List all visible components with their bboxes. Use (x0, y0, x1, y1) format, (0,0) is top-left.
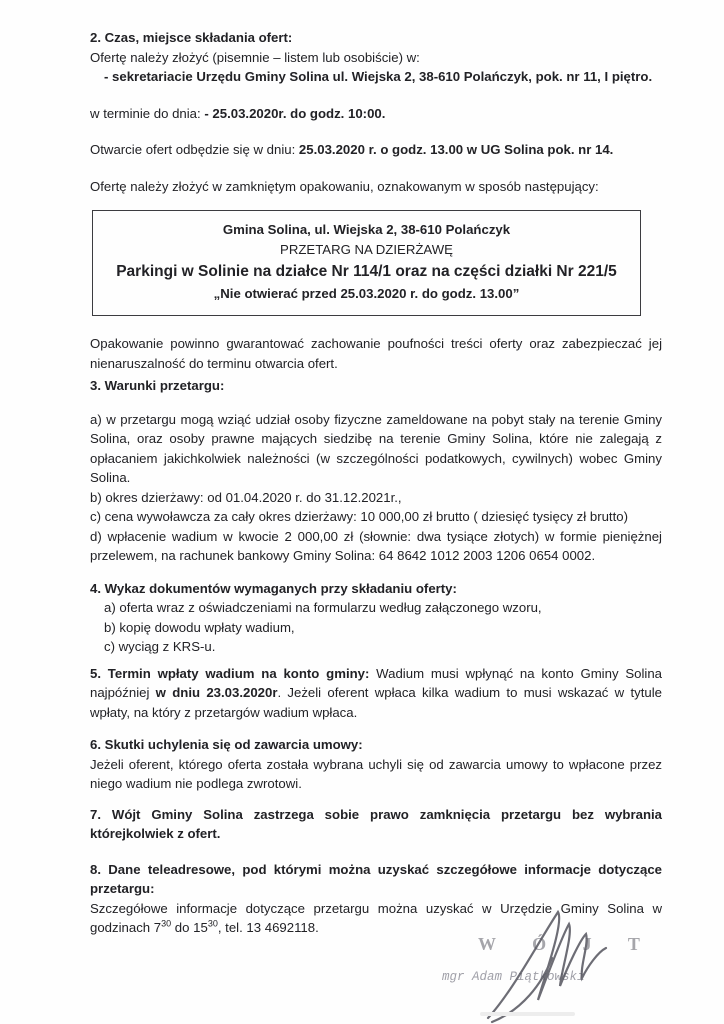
s4-item-c: c) wyciąg z KRS-u. (104, 639, 216, 654)
section-3-heading: 3. Warunki przetargu: (90, 378, 225, 393)
section-6-heading: 6. Skutki uchylenia się od zawarcia umowy: (90, 737, 363, 752)
scan-artifact (480, 1012, 575, 1016)
s8-text-2: do 15 (171, 920, 208, 935)
s8-text-1: Szczegółowe informacje dotyczące przetargu można uzyskać w Urzędzie Gminy Solina w godzinach 7 (90, 900, 662, 935)
section-8-heading: 8. Dane teleadresowe, pod którymi można uzyskać szczegółowe informacje dotyczące przetargu: (90, 861, 662, 896)
s5-deadline-date: w dniu 23.03.2020r (155, 685, 278, 700)
s3-item-b: b) okres dzierżawy: od 01.04.2020 r. do 31.12.2021r., (90, 489, 402, 505)
document-body (90, 28, 662, 938)
s2-deadline-line (90, 104, 662, 124)
s3-item-c: c) cena wywoławcza za cały okres dzierżawy: 10 000,00 zł brutto ( dziesięć tysięcy zł brutto) (90, 509, 628, 524)
s4-item-a: a) oferta wraz z oświadczeniami na formularzu według załączonego wzoru, (104, 600, 542, 615)
section-5-paragraph (90, 664, 662, 723)
s4-item-b: b) kopię dowodu wpłaty wadium, (104, 619, 295, 635)
envelope-warning: „Nie otwierać przed 25.03.2020 r. do godz. 13.00” (213, 286, 520, 301)
section-7-paragraph: 7. Wójt Gminy Solina zastrzega sobie prawo zamknięcia przetargu bez wybrania którejkolwiek z ofert. (90, 806, 662, 841)
s3-item-d: d) wpłacenie wadium w kwocie 2 000,00 zł (słownie: dwa tysiące złotych) w formie pieniężnej przelewem, na rachunek bankowy Gminy Solina: 64 8642 1012 2003 1206 0654 0002. (90, 528, 662, 563)
mayor-title-stamp: W Ó J T (478, 934, 656, 954)
s2-deadline-label: w terminie do dnia: (90, 105, 205, 121)
s5-text-2: . Jeżeli oferent wpłaca kilka wadium to musi wskazać w tytule wpłaty, na który z przetargów wadium wpłaca. (90, 685, 662, 720)
s5-text-1: Wadium musi wpłynąć na konto Gminy Solina najpóźniej (90, 665, 662, 700)
s2-deadline-value: - 25.03.2020r. do godz. 10:00. (204, 105, 386, 121)
s3-item-a: a) w przetargu mogą wziąć udział osoby fizyczne zameldowane na pobyt stały na terenie Gminy Solina, oraz osoby prawne mających siedzibę na terenie Gminy Solina, które nie zalegają z opłacaniem jakichkolwiek należności (w szczególności podatkowych, cywilnych) wobec Gminy Solina. (90, 411, 662, 485)
s2-submit-line: Ofertę należy złożyć (pisemnie – listem lub osobiście) w: (90, 49, 420, 65)
section-4-heading: 4. Wykaz dokumentów wymaganych przy składaniu oferty: (90, 580, 457, 596)
packaging-note: Opakowanie powinno gwarantować zachowanie poufności treści oferty oraz zabezpieczać jej nienaruszalność do terminu otwarcia ofert. (90, 336, 662, 371)
s8-hours-sup-1: 30 (161, 918, 172, 929)
signature-block (420, 918, 670, 1018)
section-5-heading: 5. Termin wpłaty wadium na konto gminy: (90, 665, 370, 681)
envelope-address: Gmina Solina, ul. Wiejska 2, 38-610 Polańczyk (222, 222, 511, 237)
envelope-subject: PRZETARG NA DZIERŻAWĘ (280, 242, 453, 257)
s2-opening-value: 25.03.2020 r. o godz. 13.00 w UG Solina pok. nr 14. (298, 142, 614, 157)
s2-package-note: Ofertę należy złożyć w zamkniętym opakowaniu, oznakowanym w sposób następujący: (90, 178, 599, 194)
section-2-heading: 2. Czas, miejsce składania ofert: (90, 30, 293, 45)
s2-opening-label: Otwarcie ofert odbędzie się w dniu: (90, 142, 299, 157)
s2-address-line: - sekretariacie Urzędu Gminy Solina ul. Wiejska 2, 38-610 Polańczyk, pok. nr 11, I piętro. (104, 69, 653, 84)
handwritten-signature-icon (482, 906, 642, 1024)
s8-hours-sup-2: 30 (207, 918, 218, 929)
s8-text-3: , tel. 13 4692118. (217, 920, 319, 935)
envelope-title: Parkingi w Solinie na działce Nr 114/1 oraz na części działki Nr 221/5 (116, 263, 617, 280)
mayor-name-stamp: mgr Adam Piątkowski (442, 970, 585, 984)
s6-text: Jeżeli oferent, którego oferta została wybrana uchyli się od zawarcia umowy to wpłacone przez niego wadium nie podlega zwrotowi. (90, 756, 662, 791)
s2-opening-line (90, 140, 662, 160)
envelope-label-box (92, 210, 641, 316)
